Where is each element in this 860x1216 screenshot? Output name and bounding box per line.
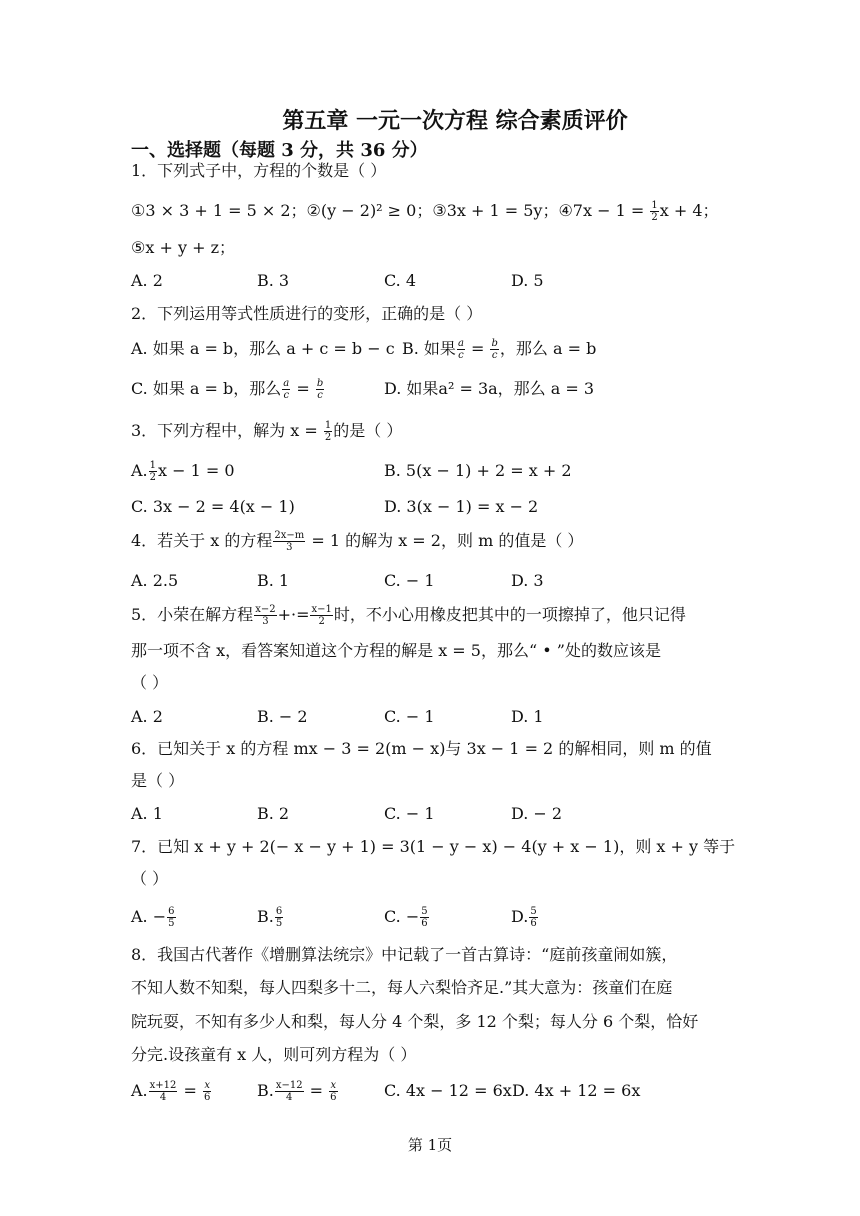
q4-option-b: B. 1 [257,571,290,590]
numerator: a [283,378,290,389]
numerator: 1 [324,420,332,431]
q4-stem-prefix: 4．若关于 x 的方程 [131,531,273,550]
q1-expr-tail: x + 4； [659,201,719,220]
numerator: x+12 [149,1080,177,1091]
denominator: 6 [421,918,428,929]
question-8-line2: 不知人数不知梨，每人四梨多十二，每人六梨恰齐足.”其大意为：孩童们在庭 [131,978,673,997]
q1-option-c: C. 4 [384,271,417,290]
q5-middle: +·= [277,605,310,624]
fraction [490,338,498,361]
q2-option-b: B. 如果 $\frac{a}{c}$ = $\frac{b}{c}$ ，那么 a = b [402,338,597,361]
question-5-line3: （ ） [131,673,169,692]
denominator: 2 [324,432,332,443]
q7-option-c [384,906,430,929]
denominator: 4 [159,1092,167,1103]
q1-option-b: B. 3 [257,271,290,290]
q6-option-d: D. − 2 [511,804,563,823]
numerator: b [316,378,324,389]
q3-a-tail: x − 1 = 0 [158,461,235,480]
question-1-stem: 1．下列式子中，方程的个数是（ ） [131,161,387,180]
q7-c-prefix: C. − [384,907,420,926]
question-2-stem: 2．下列运用等式性质进行的变形，正确的是（ ） [131,304,483,323]
question-1-expressions-line2: ⑤x + y + z； [131,238,235,257]
q7-option-b [257,906,284,929]
q7-option-a [131,906,177,929]
denominator: 3 [286,542,293,553]
fraction [310,604,332,627]
denominator: 2 [318,616,325,627]
q8-b-prefix: B. [257,1081,274,1100]
fraction [316,378,324,401]
q3-stem-suffix: 的是（ ） [333,421,403,440]
q5-stem-suffix: 时，不小心用橡皮把其中的一项擦掉了，他只记得 [333,605,686,624]
question-7-line2: （ ） [131,869,169,888]
question-8-line4: 分完.设孩童有 x 人，则可列方程为（ ） [131,1045,417,1064]
denominator: 5 [275,918,283,929]
q8-option-b [257,1080,339,1103]
q5-option-b: B. − 2 [257,707,308,726]
numerator: 1 [651,200,658,211]
numerator: a [457,338,464,349]
fraction [167,906,175,929]
fraction [282,378,290,401]
q3-option-d: D. 3(x − 1) = x − 2 [384,497,539,516]
question-3-stem [131,420,402,443]
numerator: 6 [168,906,175,917]
question-5-line2: 那一项不含 x，看答案知道这个方程的解是 x = 5，那么“ • ”处的数应该是 [131,641,661,660]
denominator: c [317,390,323,401]
q4-stem-suffix: = 1 的解为 x = 2，则 m 的值是（ ） [306,531,584,550]
page-footer: 第 1页 [407,1136,453,1154]
q1-expr-text: ①3 × 3 + 1 = 5 × 2；②(y − 2)² ≥ 0；③3x + 1 = 5y；④7x − 1 = [131,201,650,220]
fraction [457,338,465,361]
q5-option-d: D. 1 [511,707,544,726]
question-6-stem: 6．已知关于 x 的方程 mx − 3 = 2(m − x)与 3x − 1 = 2 的解相同，则 m 的值 [131,739,712,758]
question-8-line3: 院玩耍，不知有多少人和梨，每人分 4 个梨，多 12 个梨；每人分 6 个梨，恰好 [131,1012,699,1031]
numerator: x−12 [275,1080,303,1091]
fraction [420,906,428,929]
q7-d-prefix: D. [511,907,529,926]
q3-stem-prefix: 3．下列方程中，解为 x = [131,421,323,440]
fraction [529,906,537,929]
q4-option-c: C. − 1 [384,571,435,590]
equals-sign: = [304,1081,329,1100]
q1-option-d: D. 5 [511,271,544,290]
q2-c-prefix: C. 如果 a = b，那么 [131,379,282,398]
denominator: c [283,390,290,401]
denominator: 2 [651,212,658,223]
q4-option-a: A. 2.5 [131,571,179,590]
fraction [149,460,157,483]
denominator: c [491,350,498,361]
q7-a-prefix: A. − [131,907,167,926]
fraction [650,200,658,223]
q2-option-d: D. 如果a² = 3a，那么 a = 3 [384,379,595,398]
question-4-stem [131,530,583,553]
q8-option-a [131,1080,212,1103]
numerator: x [204,1080,210,1091]
page-title: 第五章 一元一次方程 综合素质评价 [282,108,628,134]
q2-option-a: A. 如果 a = b，那么 a + c = b − c [131,339,395,358]
q3-option-c: C. 3x − 2 = 4(x − 1) [131,497,295,516]
q2-option-c: C. 如果 a = b，那么 $\frac{a}{c}$ = $\frac{b}{c}$ [131,378,324,401]
question-1-expressions-line1 [131,200,719,223]
q2-b-prefix: B. 如果 [402,339,456,358]
q1-option-a: A. 2 [131,271,163,290]
numerator: b [491,338,498,349]
numerator: 1 [149,460,157,471]
q4-option-d: D. 3 [511,571,544,590]
section-heading: 一、选择题（每题 3 分，共 36 分） [131,140,428,161]
fraction [203,1080,211,1103]
fraction [149,1080,178,1103]
fraction [254,604,276,627]
q2-b-suffix: ，那么 a = b [499,339,597,358]
question-5-stem [131,604,686,627]
q3-option-b: B. 5(x − 1) + 2 = x + 2 [384,461,572,480]
numerator: 5 [530,906,537,917]
q6-option-c: C. − 1 [384,804,435,823]
denominator: 4 [286,1092,293,1103]
fraction [273,530,305,553]
numerator: 5 [421,906,428,917]
q5-stem-prefix: 5．小荣在解方程 [131,605,254,624]
denominator: 6 [203,1092,211,1103]
question-6-line2: 是（ ） [131,771,185,790]
denominator: 3 [262,616,269,627]
numerator: x−1 [311,604,332,615]
q7-option-d [511,906,539,929]
denominator: 2 [149,472,157,483]
q3-option-a: A. $\frac{1}{2}$ x − 1 = 0 [131,460,235,483]
fraction [324,420,332,443]
denominator: 6 [530,918,537,929]
q8-a-prefix: A. [131,1081,148,1100]
numerator: x−2 [255,604,276,615]
q5-option-a: A. 2 [131,707,163,726]
numerator: x [330,1080,337,1091]
denominator: 5 [168,918,175,929]
question-8-line1: 8．我国古代著作《增删算法统宗》中记载了一首古算诗：“庭前孩童闹如簇， [131,945,678,964]
numerator: 2x−m [274,530,305,541]
q6-option-a: A. 1 [131,804,163,823]
fraction [329,1080,337,1103]
question-7-stem: 7．已知 x + y + 2(− x − y + 1) = 3(1 − y − x) − 4(y + x − 1)，则 x + y 等于 [131,837,736,856]
fraction [275,906,283,929]
q5-option-c: C. − 1 [384,707,435,726]
q7-b-prefix: B. [257,907,274,926]
equals-sign: = [178,1081,202,1100]
fraction [275,1080,304,1103]
q8-option-d: D. 4x + 12 = 6x [512,1081,641,1100]
q8-option-c: C. 4x − 12 = 6x [384,1081,512,1100]
q6-option-b: B. 2 [257,804,290,823]
denominator: 6 [330,1092,337,1103]
denominator: c [458,350,464,361]
numerator: 6 [275,906,283,917]
